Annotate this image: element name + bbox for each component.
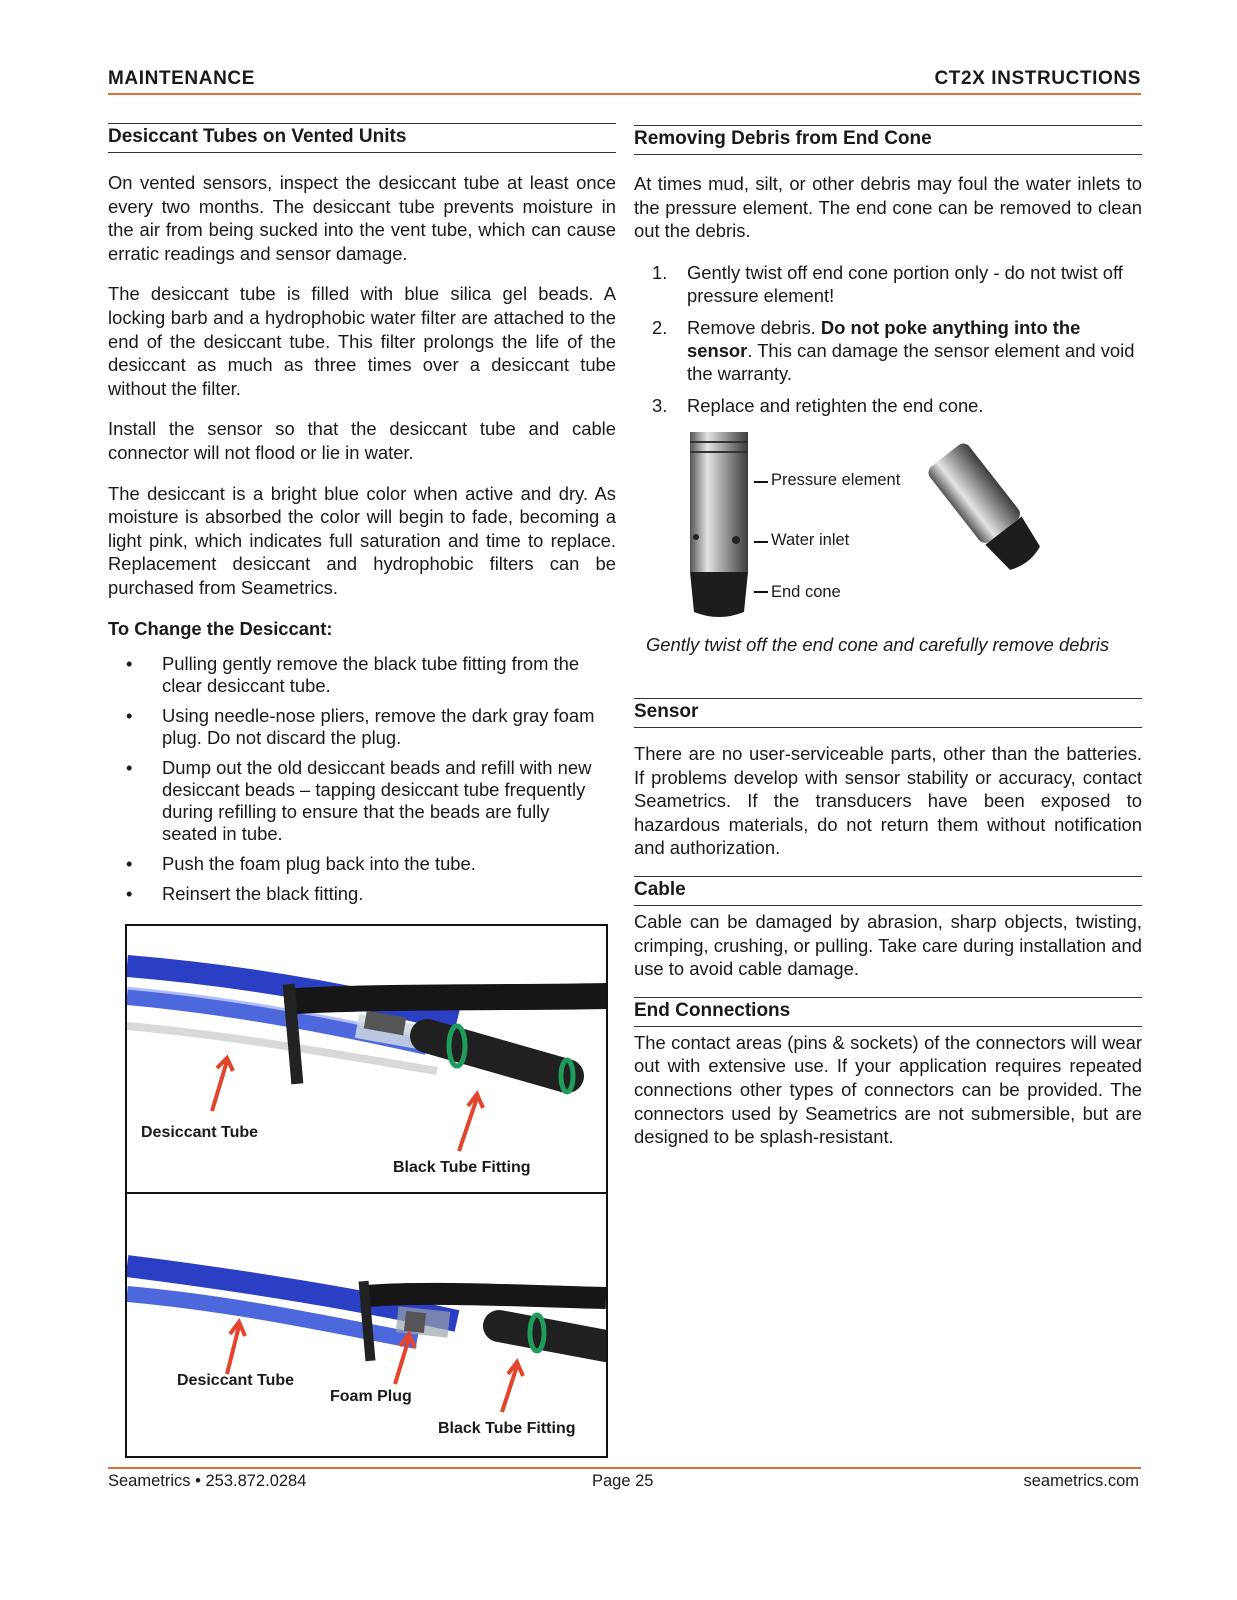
header-section-title: MAINTENANCE: [108, 68, 255, 89]
desiccant-paragraph-2: The desiccant tube is filled with blue silica gel beads. A locking barb and a hydrophobic water filter are attached to the end of the desiccant tube. This filter prolongs the life of the desiccant as much as three times over a desiccant tube without the filter.: [108, 283, 616, 399]
header-doc-title: CT2X INSTRUCTIONS: [934, 68, 1141, 89]
footer-page-number: Page 25: [592, 1472, 654, 1490]
end-cone-figure: [680, 432, 1100, 622]
list-item: 2. Remove debris. Do not poke anything into the sensor. This can damage the sensor element and void the warranty.: [652, 316, 1135, 384]
photo-label-desiccant-tube-top: Desiccant Tube: [141, 1124, 259, 1141]
sensor-paragraph: There are no user-serviceable parts, other than the batteries. If problems develop with sensor stability or accuracy, contact Seametrics. If the transducers have been exposed to hazardous materials, do not return them without notification and authorization.: [634, 743, 1142, 859]
cable-paragraph: Cable can be damaged by abrasion, sharp objects, twisting, crimping, crushing, or pulling. Take care during installation and use to avoid cable damage.: [634, 910, 1142, 980]
header-rule: [108, 93, 1141, 95]
right-column-lower: [634, 698, 1142, 1149]
label-end-cone: End cone: [771, 583, 841, 601]
desiccant-photo-figure: [125, 924, 608, 1458]
footer-website: seametrics.com: [1023, 1472, 1139, 1490]
list-item: 3. Replace and retighten the end cone.: [652, 394, 984, 416]
list-item: • Push the foam plug back into the tube.: [126, 852, 476, 874]
sensor-section-title: Sensor: [634, 698, 1142, 728]
end-connections-paragraph: The contact areas (pins & sockets) of the connectors will wear out with extensive use. If your application requires repeated connections other types of connectors can be provided. The connectors used by Seametrics are not submersible, but are designed to be splash-resistant.: [634, 1031, 1142, 1148]
photo-top-panel: [127, 926, 606, 1192]
label-water-inlet: Water inlet: [771, 531, 850, 549]
desiccant-section-title: Desiccant Tubes on Vented Units: [108, 123, 616, 153]
photo-label-black-fitting-top: Black Tube Fitting: [393, 1159, 531, 1176]
list-item: • Reinsert the black fitting.: [126, 882, 364, 904]
desiccant-paragraph-4: The desiccant is a bright blue color when active and dry. As moisture is absorbed the color will begin to fade, becoming a light pink, which indicates full saturation and time to replace. Replacement desiccant and hydrophobic filters can be purchased from Seametrics.: [108, 482, 616, 598]
debris-steps: [634, 261, 1142, 417]
list-item: • Using needle-nose pliers, remove the dark gray foam plug. Do not discard the plug.: [126, 704, 595, 748]
list-item: • Dump out the old desiccant beads and refill with new desiccant beads – tapping desiccant tube frequently during refilling to ensure that the beads are fully seated in tube.: [126, 756, 592, 844]
footer-contact: Seametrics • 253.872.0284: [108, 1472, 307, 1490]
left-column: [108, 123, 616, 913]
end-connections-section-title: End Connections: [634, 997, 1142, 1027]
change-desiccant-list: [108, 653, 606, 905]
photo-label-black-fitting-bottom: Black Tube Fitting: [438, 1420, 576, 1437]
footer-rule: [108, 1467, 1141, 1469]
right-column: [634, 125, 1142, 426]
debris-section-title: Removing Debris from End Cone: [634, 125, 1142, 155]
cable-section-title: Cable: [634, 876, 1142, 906]
photo-label-foam-plug: Foam Plug: [330, 1388, 412, 1405]
desiccant-paragraph-3: Install the sensor so that the desiccant tube and cable connector will not flood or lie in water.: [108, 418, 616, 463]
photo-label-desiccant-tube-bottom: Desiccant Tube: [177, 1372, 295, 1389]
desiccant-paragraph-1: On vented sensors, inspect the desiccant tube at least once every two months. The desiccant tube prevents moisture in the air from being sucked into the vent tube, which can cause erratic readings and sensor damage.: [108, 172, 616, 264]
label-pressure-element: Pressure element: [771, 471, 901, 489]
change-desiccant-heading: To Change the Desiccant:: [108, 617, 333, 639]
debris-paragraph: At times mud, silt, or other debris may foul the water inlets to the pressure element. The end cone can be removed to clean out the debris.: [634, 173, 1142, 242]
list-item: 1. Gently twist off end cone portion only - do not twist off pressure element!: [652, 261, 1123, 306]
figure-caption: Gently twist off the end cone and carefully remove debris: [646, 634, 1110, 655]
list-item: • Pulling gently remove the black tube fitting from the clear desiccant tube.: [126, 652, 580, 696]
sensor-illustration: [680, 432, 1100, 622]
